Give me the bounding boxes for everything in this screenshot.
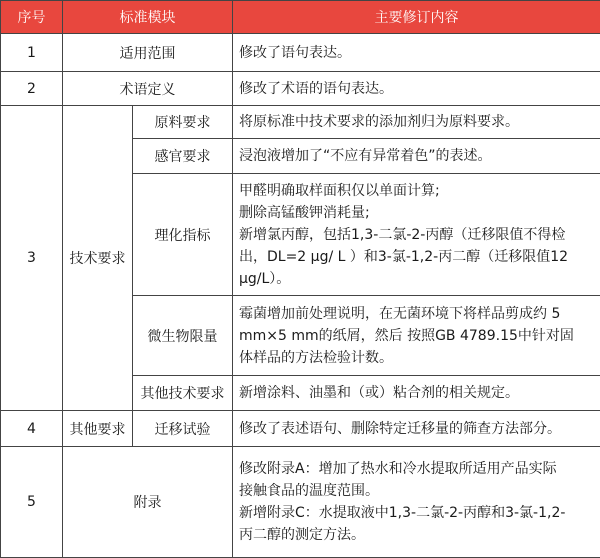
row-content: 新增涂料、油墨和（或）粘合剂的相关规定。 bbox=[233, 376, 600, 411]
content-line: 甲醛明确取样面积仅以单面计算; bbox=[239, 180, 594, 202]
table-row bbox=[1, 72, 600, 106]
header-module: 标准模块 bbox=[63, 1, 233, 34]
content-line: mm×5 mm的纸屑，然后 按照GB 4789.15中针对固 bbox=[239, 325, 594, 347]
row-number: 1 bbox=[1, 34, 63, 72]
row-module: 术语定义 bbox=[63, 72, 233, 106]
row-content: 浸泡液增加了“不应有异常着色”的表述。 bbox=[233, 139, 600, 174]
table-row bbox=[1, 106, 600, 139]
row-number: 3 bbox=[1, 106, 63, 411]
sub-module: 其他技术要求 bbox=[133, 376, 233, 411]
table-row bbox=[1, 411, 600, 447]
row-content bbox=[233, 174, 600, 296]
content-line: 出，DL=2 μg/ L ）和3-氯-1,2-丙二醇（迁移限值12 bbox=[239, 246, 594, 268]
content-line: 体样品的方法检验计数。 bbox=[239, 347, 594, 369]
content-line: 丙二醇的测定方法。 bbox=[239, 524, 594, 546]
content-line: 删除高锰酸钾消耗量; bbox=[239, 202, 594, 224]
content-line: μg/L）。 bbox=[239, 268, 594, 290]
sub-module: 理化指标 bbox=[133, 174, 233, 296]
row-content: 修改了语句表达。 bbox=[233, 34, 600, 72]
row-number: 4 bbox=[1, 411, 63, 447]
content-line: 霉菌增加前处理说明，在无菌环境下将样品剪成约 5 bbox=[239, 303, 594, 325]
row-content: 修改了表述语句、删除特定迁移量的筛查方法部分。 bbox=[233, 411, 600, 447]
header-content: 主要修订内容 bbox=[233, 1, 600, 34]
row-number: 2 bbox=[1, 72, 63, 106]
row-content bbox=[233, 447, 600, 558]
sub-module: 原料要求 bbox=[133, 106, 233, 139]
table-row bbox=[1, 34, 600, 72]
row-module: 附录 bbox=[63, 447, 233, 558]
row-content bbox=[233, 296, 600, 376]
row-module: 技术要求 bbox=[63, 106, 133, 411]
content-line: 新增附录C：水提取液中1,3-二氯-2-丙醇和3-氯-1,2- bbox=[239, 502, 594, 524]
content-line: 新增氯丙醇，包括1,3-二氯-2-丙醇（迁移限值不得检 bbox=[239, 224, 594, 246]
content-line: 接触食品的温度范围。 bbox=[239, 480, 594, 502]
table-header-row bbox=[1, 1, 600, 34]
sub-module: 微生物限量 bbox=[133, 296, 233, 376]
row-module: 适用范围 bbox=[63, 34, 233, 72]
row-content: 修改了术语的语句表达。 bbox=[233, 72, 600, 106]
sub-module: 感官要求 bbox=[133, 139, 233, 174]
row-number: 5 bbox=[1, 447, 63, 558]
sub-module: 迁移试验 bbox=[133, 411, 233, 447]
content-line: 修改附录A：增加了热水和冷水提取所适用产品实际 bbox=[239, 458, 594, 480]
table-row bbox=[1, 447, 600, 558]
row-module: 其他要求 bbox=[63, 411, 133, 447]
header-serial: 序号 bbox=[1, 1, 63, 34]
row-content: 将原标准中技术要求的添加剂归为原料要求。 bbox=[233, 106, 600, 139]
